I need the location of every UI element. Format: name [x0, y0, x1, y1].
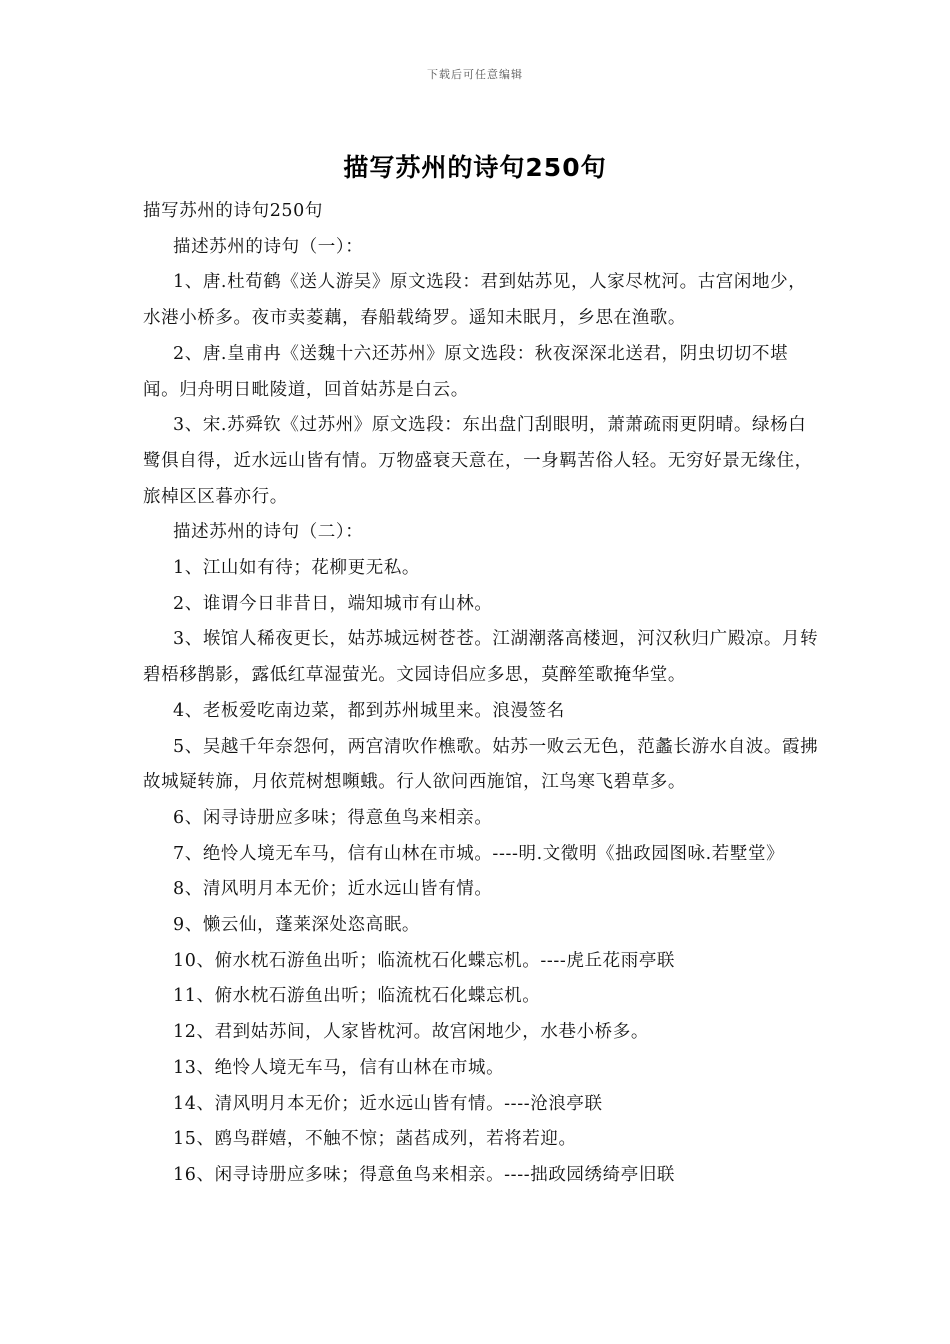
paragraph: 1、江山如有待；花柳更无私。 [173, 558, 421, 579]
document-title: 描写苏州的诗句250句 [343, 153, 607, 182]
paragraph: 11、俯水枕石游鱼出听；临流枕石化蝶忘机。 [173, 986, 541, 1007]
paragraph: 8、清风明月本无价；近水远山皆有情。 [173, 879, 493, 900]
paragraph: 13、绝怜人境无车马，信有山林在市城。 [173, 1057, 505, 1078]
paragraph: 3、堠馆人稀夜更长，姑苏城远树苍苍。江湖潮落高楼迥，河汉秋归广殿凉。月转碧梧移鹊影，露低红草湿萤光。文园诗侣应多思，莫醉笙歌掩华堂。 [143, 629, 819, 686]
document-body [143, 194, 823, 1194]
paragraph: 2、唐.皇甫冉《送魏十六还苏州》原文选段：秋夜深深北送君，阴虫切切不堪闻。归舟明日毗陵道，回首姑苏是白云。 [143, 343, 789, 400]
paragraph: 描述苏州的诗句（一）： [173, 236, 364, 257]
paragraph: 10、俯水枕石游鱼出听；临流枕石化蝶忘机。----虎丘花雨亭联 [173, 950, 676, 971]
paragraph: 9、懒云仙，蓬莱深处恣高眠。 [173, 915, 421, 936]
paragraph: 6、闲寻诗册应多味；得意鱼鸟来相亲。 [173, 807, 493, 828]
paragraph: 3、宋.苏舜钦《过苏州》原文选段：东出盘门刮眼明，萧萧疏雨更阴晴。绿杨白鹭俱自得，近水远山皆有情。万物盛衰天意在，一身羁苦俗人轻。无穷好景无缘住，旅棹区区暮亦行。 [143, 415, 813, 507]
paragraph: 14、清风明月本无价；近水远山皆有情。----沧浪亭联 [173, 1093, 603, 1114]
paragraph: 7、绝怜人境无车马，信有山林在市城。----明.文徵明《拙政园图咏.若墅堂》 [173, 843, 785, 864]
paragraph: 12、君到姑苏间，人家皆枕河。故宫闲地少，水巷小桥多。 [173, 1022, 649, 1043]
paragraph: 1、唐.杜荀鹤《送人游吴》原文选段：君到姑苏见，人家尽枕河。古宫闲地少，水港小桥多。夜市卖菱藕，春船载绮罗。遥知未眠月，乡思在渔歌。 [143, 272, 807, 329]
paragraph: 4、老板爱吃南边菜，都到苏州城里来。浪漫签名 [173, 700, 565, 721]
paragraph: 5、吴越千年奈怨何，两宫清吹作樵歌。姑苏一败云无色，范蠡长游水自波。霞拂故城疑转旆，月依荒树想嚬蛾。行人欲问西施馆，江鸟寒飞碧草多。 [143, 736, 819, 793]
paragraph: 描述苏州的诗句（二）： [173, 522, 364, 543]
paragraph: 15、鸥鸟群嬉，不触不惊；菡萏成列，若将若迎。 [173, 1129, 577, 1150]
paragraph: 2、谁谓今日非昔日，端知城市有山林。 [173, 593, 493, 614]
document-subtitle: 描写苏州的诗句250句 [143, 201, 324, 221]
paragraph: 16、闲寻诗册应多味；得意鱼鸟来相亲。----拙政园绣绮亭旧联 [173, 1164, 676, 1185]
header-note: 下载后可任意编辑 [427, 68, 523, 81]
